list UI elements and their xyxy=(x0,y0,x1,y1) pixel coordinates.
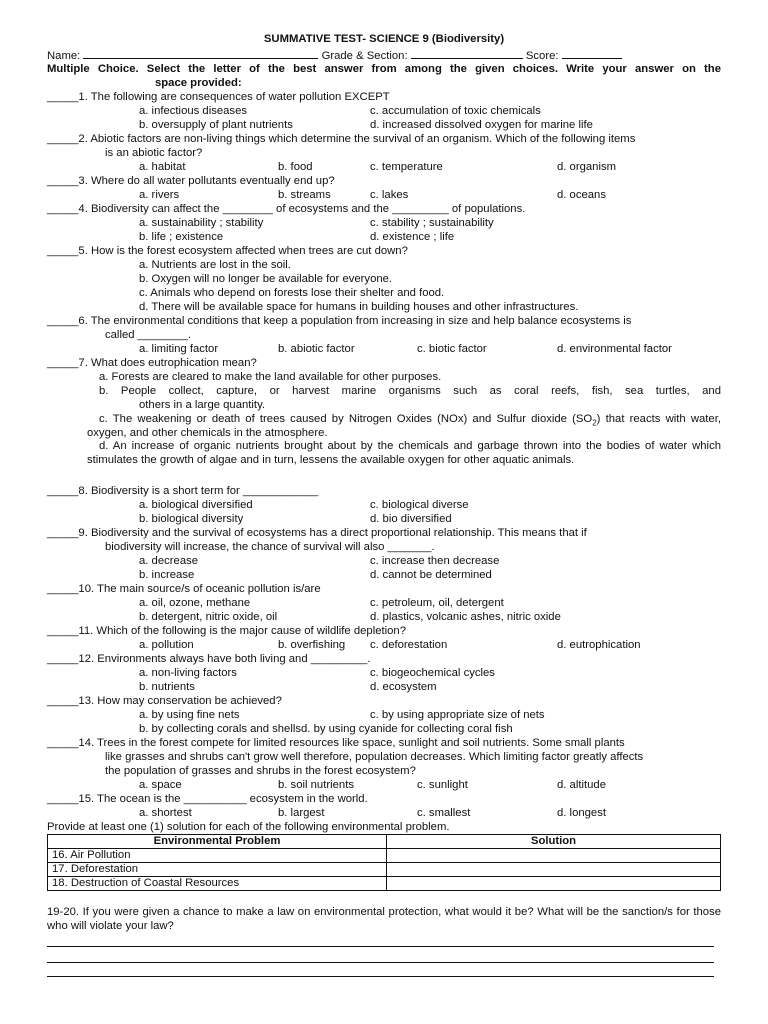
question-stem: _____9. Biodiversity and the survival of ecosystems has a direct proportional relationship. This means that if biodiversity will increase, the chance of survival will also _______. xyxy=(47,527,587,553)
question-1 xyxy=(47,91,721,133)
test-title: SUMMATIVE TEST- SCIENCE 9 (Biodiversity) xyxy=(263,33,505,45)
grade-section-blank[interactable] xyxy=(411,48,523,59)
question-10 xyxy=(47,583,721,625)
question-stem: _____5. How is the forest ecosystem affected when trees are cut down? xyxy=(47,245,408,257)
choice-b: b. soil nutrients xyxy=(278,778,354,791)
essay-prompt: 19-20. If you were given a chance to make a law on environmental protection, what would it be? What will be the sanction/s for those who will violate your law? xyxy=(47,906,721,932)
question-stem: _____6. The environmental conditions that keep a population from increasing in size and help balance ecosystems is called ________. xyxy=(47,315,632,341)
choice-c: c. stability ; sustainability xyxy=(370,216,494,229)
answer-line[interactable] xyxy=(47,946,714,947)
question-stem: _____8. Biodiversity is a short term for ____________ xyxy=(47,485,319,497)
question-stem: _____1. The following are consequences of water pollution EXCEPT xyxy=(47,91,390,103)
choice-a: a. oil, ozone, methane xyxy=(139,596,251,609)
question-3 xyxy=(47,175,721,203)
choice-d: d. plastics, volcanic ashes, nitric oxide xyxy=(370,610,561,623)
question-12 xyxy=(47,653,721,695)
choice-a: a. rivers xyxy=(139,188,180,201)
choice-c: c. The weakening or death of trees caused by Nitrogen Oxides (NOx) and Sulfur dioxide $(SO_2)$ that reacts with water, oxygen, and other chemicals in the atmosphere. xyxy=(87,412,721,439)
header-environmental-problem: Environmental Problem xyxy=(48,835,387,849)
name-label: Name: xyxy=(47,50,81,62)
grade-section-label: Grade & Section: xyxy=(321,50,408,62)
choice-d: d. bio diversified xyxy=(370,512,452,525)
question-stem: _____3. Where do all water pollutants eventually end up? xyxy=(47,175,335,187)
choice-c: c. petroleum, oil, detergent xyxy=(370,596,504,609)
name-blank[interactable] xyxy=(83,48,318,59)
question-stem: _____12. Environments always have both living and _________. xyxy=(47,653,371,665)
choice-d: d. existence ; life xyxy=(370,230,455,243)
question-6 xyxy=(47,315,721,357)
choice-b: b. oversupply of plant nutrients xyxy=(139,118,293,131)
solution-cell[interactable] xyxy=(387,863,721,877)
question-stem: _____14. Trees in the forest compete for limited resources like space, sunlight and soil nutrients. Some small plants like grasses and shrubs can't grow well therefore, population decreases. Which limiting factor greatly affects the population of grasses and shrubs in the forest ecosystem? xyxy=(47,737,644,777)
answer-line[interactable] xyxy=(47,976,714,977)
choice-b: b. detergent, nitric oxide, oil xyxy=(139,610,278,623)
choice-b: b. biological diversity xyxy=(139,512,244,525)
choice-a: a. infectious diseases xyxy=(139,104,248,117)
answer-line[interactable] xyxy=(47,962,714,963)
choice-d: d. There will be available space for humans in building houses and other infrastructures. xyxy=(139,300,579,313)
question-stem: _____10. The main source/s of oceanic pollution is/are xyxy=(47,583,321,595)
choice-c: c. smallest xyxy=(417,806,471,819)
question-stem: _____15. The ocean is the __________ ecosystem in the world. xyxy=(47,793,368,805)
choice-a: a. limiting factor xyxy=(139,342,219,355)
question-stem: _____13. How may conservation be achieved? xyxy=(47,695,282,707)
question-4 xyxy=(47,203,721,245)
choice-b: b. People collect, capture, or harvest marine organisms such as coral reefs, fish, sea turtles, and xyxy=(99,384,721,397)
question-7 xyxy=(47,357,721,468)
choice-d: d. environmental factor xyxy=(557,342,672,355)
choice-d: d. ecosystem xyxy=(370,680,437,693)
problem-cell: 16. Air Pollution xyxy=(48,849,387,863)
question-2 xyxy=(47,133,721,175)
choice-a: a. pollution xyxy=(139,638,194,651)
question-stem: _____11. Which of the following is the major cause of wildlife depletion? xyxy=(47,625,406,637)
choice-c: c. sunlight xyxy=(417,778,468,791)
score-label: Score: xyxy=(525,50,559,62)
student-info-line xyxy=(47,48,622,64)
choice-a: a. habitat xyxy=(139,160,186,173)
instructions-line-1: Multiple Choice. Select the letter of the best answer from among the given choices. Write your answer on the xyxy=(47,63,721,75)
choice-a: a. sustainability ; stability xyxy=(139,216,264,229)
choice-c: c. deforestation xyxy=(370,638,448,651)
question-15 xyxy=(47,793,721,821)
choice-b: b. nutrients xyxy=(139,680,195,693)
choice-c: c. biological diverse xyxy=(370,498,469,511)
choice-b: b. Oxygen will no longer be available for everyone. xyxy=(139,272,393,285)
table-intro: Provide at least one (1) solution for each of the following environmental problem. xyxy=(47,821,450,833)
choice-d: d. An increase of organic nutrients brought about by the chemicals and garbage thrown into the bodies of water which stimulates the growth of algae and in turn, lessens the available oxygen for other aquatic animals. xyxy=(87,440,721,467)
question-11 xyxy=(47,625,721,653)
choice-b: b. life ; existence xyxy=(139,230,224,243)
choice-a: a. by using fine nets xyxy=(139,708,240,721)
choice-a: a. space xyxy=(139,778,182,791)
solution-cell[interactable] xyxy=(387,877,721,891)
choice-d: d. oceans xyxy=(557,188,606,201)
choice-b: b. increase xyxy=(139,568,195,581)
choice-c: c. lakes xyxy=(370,188,409,201)
question-8 xyxy=(47,485,721,527)
table-row xyxy=(48,863,721,877)
solution-cell[interactable] xyxy=(387,849,721,863)
choice-b: b. overfishing xyxy=(278,638,346,651)
environment-problem-table xyxy=(47,834,721,891)
choice-c: c. temperature xyxy=(370,160,443,173)
choice-b-cont: others in a large quantity. xyxy=(139,398,266,411)
problem-cell: 17. Deforestation xyxy=(48,863,387,877)
score-blank[interactable] xyxy=(562,48,622,59)
question-5 xyxy=(47,245,721,315)
choice-a: a. shortest xyxy=(139,806,192,819)
choice-c: c. by using appropriate size of nets xyxy=(370,708,545,721)
problem-cell: 18. Destruction of Coastal Resources xyxy=(48,877,387,891)
question-13 xyxy=(47,695,721,737)
question-stem: _____4. Biodiversity can affect the ________ of ecosystems and the _________ of populations. xyxy=(47,203,526,215)
instructions-line-2: space provided: xyxy=(155,76,242,89)
choice-c: c. accumulation of toxic chemicals xyxy=(370,104,541,117)
table-row xyxy=(48,849,721,863)
question-stem: _____2. Abiotic factors are non-living things which determine the survival of an organism. Which of the following items is an abiotic factor? xyxy=(47,133,636,159)
choice-d: d. longest xyxy=(557,806,606,819)
table-row xyxy=(48,877,721,891)
instructions xyxy=(47,63,721,91)
choice-d: d. altitude xyxy=(557,778,606,791)
choice-b: b. largest xyxy=(278,806,325,819)
choice-a: a. Nutrients are lost in the soil. xyxy=(139,258,291,271)
choice-a: a. non-living factors xyxy=(139,666,237,679)
choice-a: a. Forests are cleared to make the land available for other purposes. xyxy=(99,370,442,383)
choice-d: d. increased dissolved oxygen for marine life xyxy=(370,118,593,131)
choice-b: b. food xyxy=(278,160,313,173)
choice-d: d. cannot be determined xyxy=(370,568,492,581)
choice-b: b. abiotic factor xyxy=(278,342,355,355)
choice-c: c. increase then decrease xyxy=(370,554,500,567)
question-stem: _____7. What does eutrophication mean? xyxy=(47,357,257,369)
question-14 xyxy=(47,737,721,793)
choice-a: a. decrease xyxy=(139,554,199,567)
choice-b-d: b. by collecting corals and shellsd. by using cyanide for collecting coral fish xyxy=(139,722,513,735)
choice-d: d. eutrophication xyxy=(557,638,641,651)
question-9 xyxy=(47,527,721,583)
choice-b: b. streams xyxy=(278,188,331,201)
choice-c: c. biotic factor xyxy=(417,342,487,355)
choice-a: a. biological diversified xyxy=(139,498,253,511)
choice-c: c. Animals who depend on forests lose their shelter and food. xyxy=(139,286,445,299)
choice-c: c. biogeochemical cycles xyxy=(370,666,495,679)
header-solution: Solution xyxy=(387,835,721,849)
choice-d: d. organism xyxy=(557,160,617,173)
